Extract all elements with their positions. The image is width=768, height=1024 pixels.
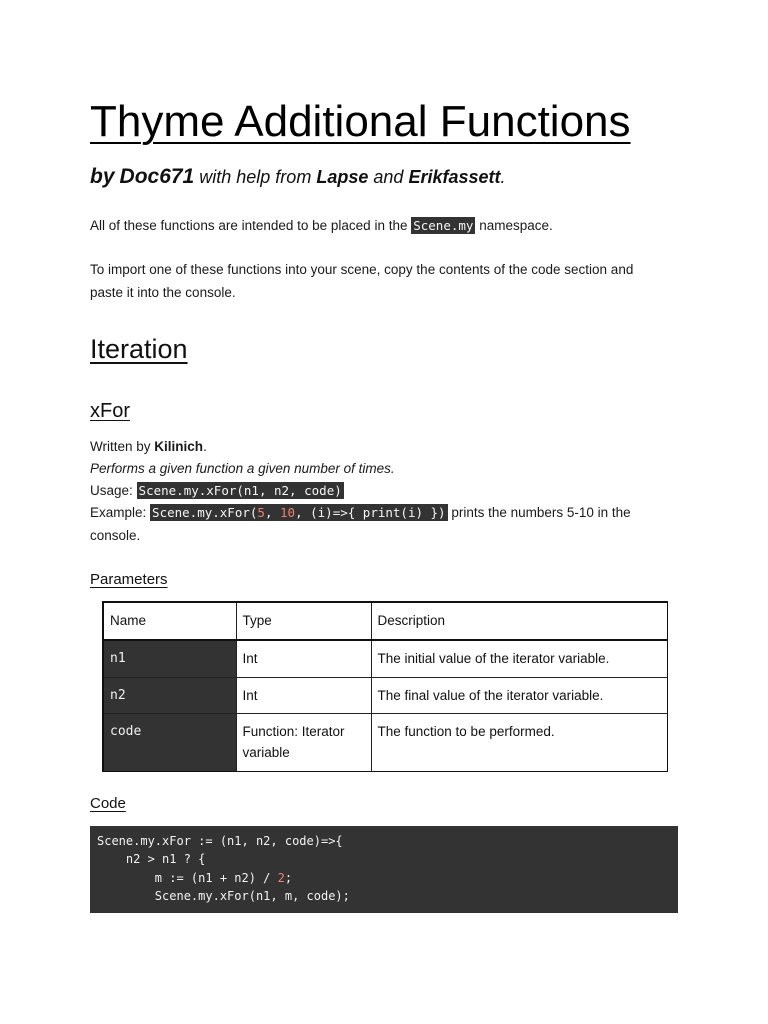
code-line: Scene.my.xFor(n1, m, code); [97, 888, 350, 903]
function-heading-xfor: xFor [90, 400, 130, 422]
param-description-cell: The initial value of the iterator variable. [371, 640, 668, 677]
param-name-cell: n1 [103, 640, 236, 677]
table-row [103, 640, 668, 677]
table-header-row [103, 602, 668, 640]
usage-line [90, 479, 344, 502]
written-by-period: . [203, 439, 207, 454]
example-line [90, 501, 680, 547]
table-header-cell: Name [103, 602, 236, 640]
param-name-cell: code [103, 713, 236, 771]
byline-by: by [90, 165, 115, 188]
intro-p1-after: namespace. [479, 218, 553, 233]
code-line [97, 869, 678, 887]
parameters-table [102, 601, 668, 772]
written-by-line [90, 435, 207, 458]
code-token: ; [284, 870, 293, 885]
byline-end: . [500, 167, 506, 187]
code-token: m := (n1 + n2) / [97, 870, 278, 885]
example-label: Example: [90, 505, 147, 520]
inline-code-namespace: Scene.my [413, 218, 474, 233]
param-type-cell: Int [236, 677, 371, 713]
example-code-part: Scene.my.xFor( [152, 505, 258, 520]
parameters-heading: Parameters [90, 571, 168, 588]
byline-author: Doc671 [119, 165, 195, 188]
param-type-cell: Function: Iterator variable [236, 713, 371, 771]
intro-paragraph-1 [90, 214, 553, 237]
code-number-literal: 2 [277, 870, 285, 885]
table-row [103, 713, 668, 771]
section-heading-iteration: Iteration [90, 334, 188, 364]
intro-p1-before: All of these functions are intended to be placed in the [90, 218, 408, 233]
table-header-cell: Description [371, 602, 668, 640]
written-by-author: Kilinich [154, 439, 204, 454]
code-heading: Code [90, 795, 126, 812]
usage-label: Usage: [90, 483, 133, 498]
example-code-part: , (i)=>{ print(i) }) [295, 505, 446, 520]
written-by-label: Written by [90, 439, 151, 454]
function-description: Performs a given function a given number of times. [90, 461, 395, 476]
byline-and: and [373, 167, 404, 187]
byline-with-help: with help from [199, 167, 312, 187]
example-code-number: 5 [257, 505, 265, 520]
byline [90, 163, 506, 191]
param-type-cell: Int [236, 640, 371, 677]
example-code [150, 504, 448, 521]
table-row [103, 677, 668, 713]
code-line: Scene.my.xFor := (n1, n2, code)=>{ [97, 834, 343, 848]
example-after: prints the numbers 5-10 in the console. [90, 505, 631, 543]
code-block[interactable] [90, 826, 678, 913]
example-code-number: 10 [280, 505, 296, 520]
table-header-cell: Type [236, 602, 371, 640]
usage-code: Scene.my.xFor(n1, n2, code) [138, 483, 342, 498]
byline-helper-1: Lapse [316, 167, 369, 187]
example-code-part: , [264, 505, 280, 520]
page-title: Thyme Additional Functions [90, 97, 631, 146]
param-description-cell: The function to be performed. [371, 713, 668, 771]
byline-helper-2: Erikfassett [408, 167, 501, 187]
param-description-cell: The final value of the iterator variable. [371, 677, 668, 713]
code-line: n2 > n1 ? { [97, 852, 206, 867]
intro-paragraph-2: To import one of these functions into your scene, copy the contents of the code section and paste it into the console. [90, 262, 634, 300]
param-name-cell: n2 [103, 677, 236, 713]
